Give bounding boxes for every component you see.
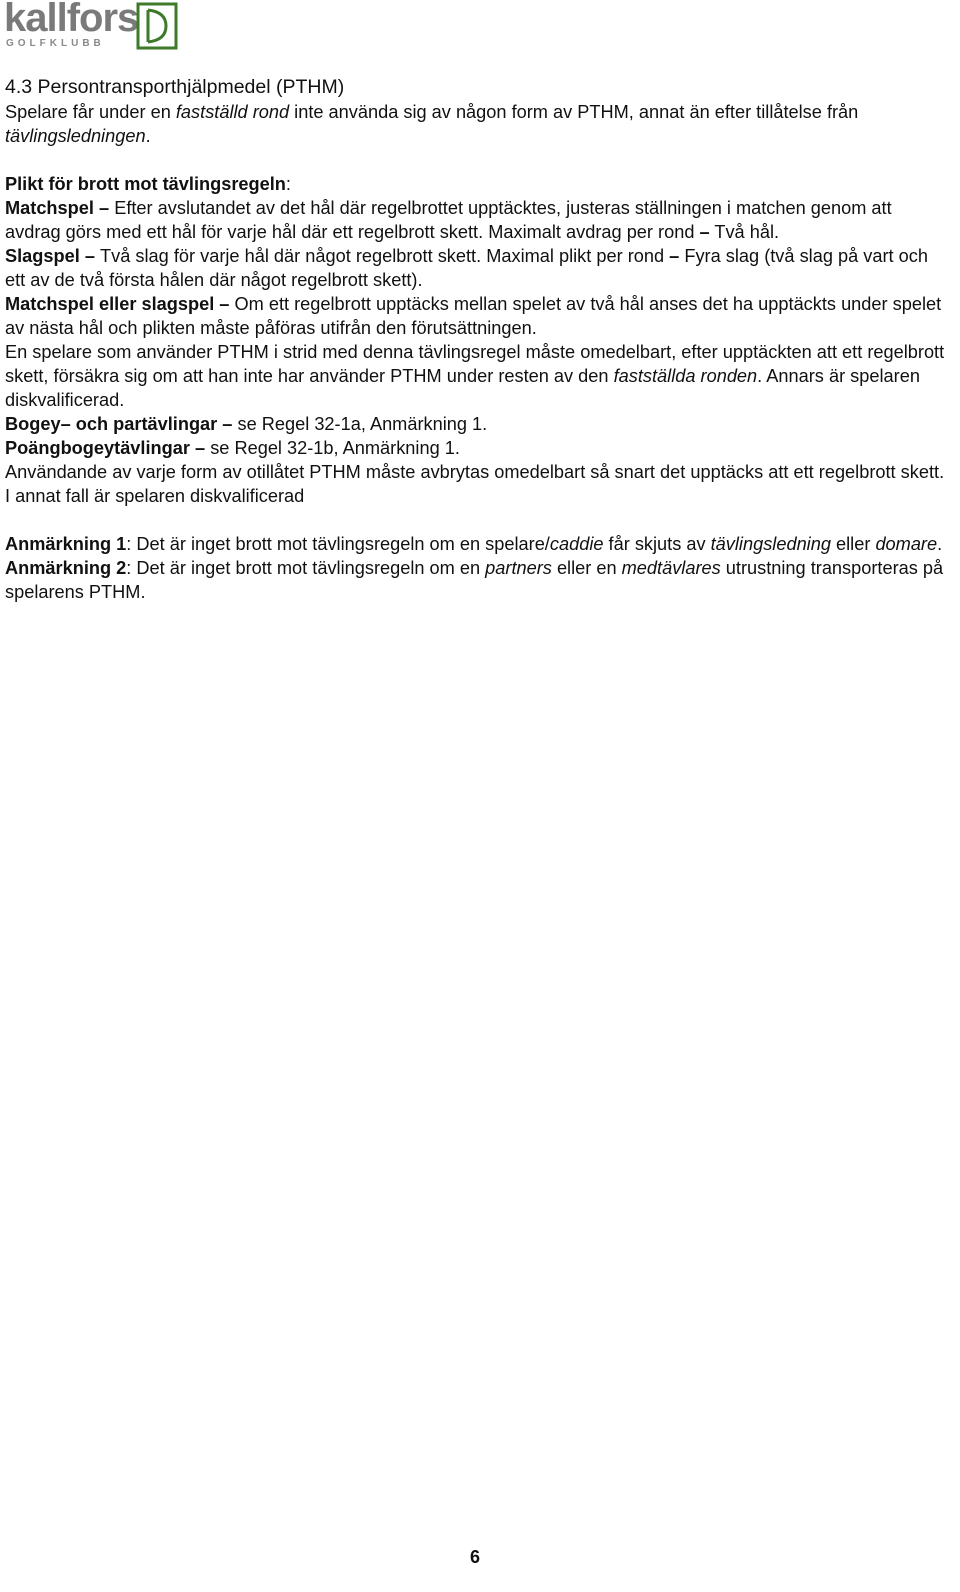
penalty-heading: Plikt för brott mot tävlingsregeln: bbox=[5, 174, 291, 194]
strokeplay-paragraph: Slagspel – Två slag för varje hål där något regelbrott skett. Maximal plikt per rond – Fyra slag (två slag på vart och ett av de två första hålen där något regelbrott skett). bbox=[5, 246, 928, 290]
page-number: 6 bbox=[469, 1547, 480, 1567]
logo-subtitle: GOLFKLUBB bbox=[6, 38, 105, 49]
section-heading: 4.3 Persontransporthjälpmedel (PTHM) bbox=[5, 76, 345, 98]
golf-flag-icon bbox=[136, 2, 178, 50]
bogey-paragraph: Bogey– och partävlingar – se Regel 32-1a, Anmärkning 1. bbox=[5, 414, 488, 434]
logo-wordmark: kallfors bbox=[4, 0, 139, 40]
match-or-stroke-paragraph: Matchspel eller slagspel – Om ett regelbrott upptäcks mellan spelet av två hål anses det ha upptäckts under spelet av nästa hål och plikten måste påföras utifrån den förutsättningen. bbox=[5, 294, 942, 338]
points-paragraph: Poängbogeytävlingar – se Regel 32-1b, Anmärkning 1. bbox=[5, 438, 460, 458]
player-paragraph: En spelare som använder PTHM i strid med denna tävlingsregel måste omedelbart, efter upptäckten att ett regelbrott skett, försäkra sig om att han inte har använder PTHM under resten av den fastställda ronden. Annars är spelaren diskvalificerad. bbox=[5, 342, 945, 410]
note-2: Anmärkning 2: Det är inget brott mot tävlingsregeln om en partners eller en medtävlares utrustning transporteras på spelarens PTHM. bbox=[5, 558, 944, 602]
club-logo bbox=[4, 2, 176, 52]
usage-paragraph: Användande av varje form av otillåtet PTHM måste avbrytas omedelbart så snart det upptäcks att ett regelbrott skett. I annat fall är spelaren diskvalificerad bbox=[5, 462, 945, 506]
intro-paragraph: Spelare får under en fastställd rond inte använda sig av någon form av PTHM, annat än efter tillåtelse från tävlingsledningen. bbox=[5, 102, 859, 146]
note-1: Anmärkning 1: Det är inget brott mot tävlingsregeln om en spelare/caddie får skjuts av tävlingsledning eller domare. bbox=[5, 534, 943, 554]
matchplay-paragraph: Matchspel – Efter avslutandet av det hål där regelbrottet upptäcktes, justeras ställningen i matchen genom att avdrag görs med ett hål för varje hål där ett regelbrott skett. Maximalt avdrag per rond – Två hål. bbox=[5, 198, 892, 242]
document-body bbox=[5, 74, 950, 604]
